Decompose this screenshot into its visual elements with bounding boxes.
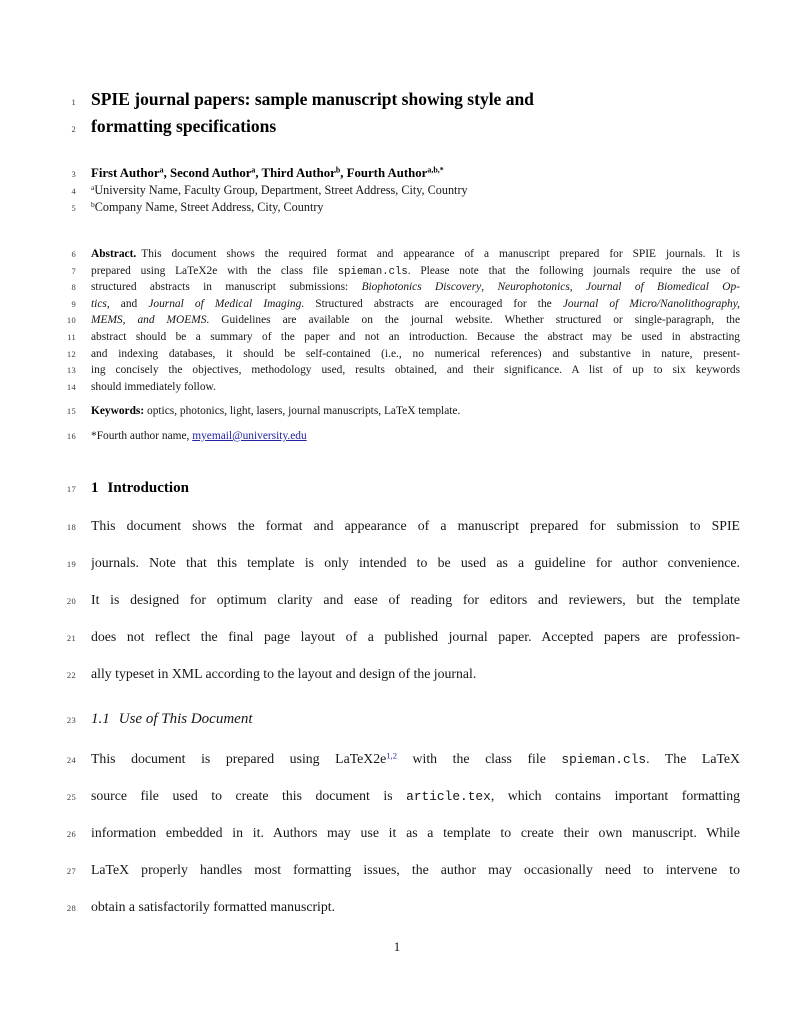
- doc-line: [0, 814, 794, 851]
- text-run: LaTeX properly handles most formatting issues, the author may occasionally need to intervene to: [91, 861, 740, 877]
- line-text: [91, 507, 740, 544]
- line-text: [91, 618, 740, 655]
- doc-line: [0, 279, 794, 296]
- doc-line: [0, 428, 794, 445]
- text-run: , which contains important formatting: [490, 787, 740, 803]
- line-number: 23: [66, 714, 76, 725]
- doc-line: [0, 362, 794, 379]
- line-number: 4: [71, 186, 76, 196]
- text-run: Journal of Micro/Nanolithography,: [562, 297, 740, 310]
- line-text: [91, 428, 740, 445]
- doc-line: [0, 164, 794, 182]
- doc-line: [0, 86, 794, 113]
- text-run: This document shows the format and appearance of a manuscript prepared for submission to SPIE: [91, 517, 740, 533]
- doc-line: [0, 618, 794, 655]
- line-text: [91, 655, 740, 692]
- doc-line: [0, 263, 794, 280]
- doc-line: [0, 477, 794, 499]
- doc-line: [0, 777, 794, 814]
- line-number: 14: [66, 381, 76, 392]
- author-line: [0, 164, 794, 182]
- line-number: 6: [71, 249, 76, 259]
- text-run: , Third Author: [255, 166, 336, 180]
- line-text: [91, 329, 740, 346]
- text-run: First Author: [91, 166, 160, 180]
- line-text: [91, 263, 740, 281]
- line-number: 17: [66, 483, 76, 494]
- line-number: 20: [66, 595, 76, 606]
- doc-line: [0, 296, 794, 313]
- line-text: [91, 403, 740, 420]
- text-run: Keywords:: [91, 405, 145, 418]
- line-number: 18: [66, 521, 76, 532]
- line-number: 21: [66, 632, 76, 643]
- doc-line: [0, 888, 794, 925]
- doc-line: [0, 851, 794, 888]
- line-text: [91, 740, 740, 778]
- doc-line: [0, 507, 794, 544]
- text-run: b: [91, 199, 95, 209]
- abstract: [0, 246, 794, 395]
- text-run: ally typeset in XML according to the layout and design of the journal.: [91, 665, 477, 681]
- text-run: formatting specifications: [91, 116, 277, 136]
- line-number: 12: [66, 348, 76, 359]
- line-number: 5: [71, 203, 76, 213]
- line-text: [91, 279, 740, 296]
- text-run: This document is prepared using LaTeX2e: [91, 750, 387, 766]
- line-text: [91, 888, 740, 925]
- text-run: *Fourth author name,: [91, 429, 193, 442]
- text-run: optics, photonics, light, lasers, journal manuscripts, LaTeX template.: [144, 405, 461, 418]
- paper-title: [0, 86, 794, 140]
- text-run: MEMS, and MOEMS: [91, 314, 207, 327]
- line-number: 16: [66, 430, 76, 441]
- intro-paragraph: [0, 507, 794, 692]
- text-run: , Second Author: [163, 166, 252, 180]
- line-number: 28: [66, 902, 76, 913]
- doc-line: [0, 581, 794, 618]
- doc-line: [0, 312, 794, 329]
- text-run: a: [91, 182, 95, 192]
- text-run: ,: [481, 281, 498, 294]
- doc-line: [0, 379, 794, 396]
- line-text: [91, 777, 740, 815]
- text-run: Journal of Medical Imaging: [148, 297, 302, 310]
- manuscript-content: [0, 86, 794, 925]
- text-run: ,: [569, 281, 587, 294]
- line-text: [91, 851, 740, 888]
- doc-line: [0, 655, 794, 692]
- text-run: 1: [91, 479, 99, 496]
- text-run: Neurophotonics: [497, 281, 570, 294]
- text-run: , and: [106, 297, 149, 310]
- line-number: 10: [66, 315, 76, 326]
- text-run: spieman.cls: [561, 751, 647, 767]
- doc-line: [0, 740, 794, 777]
- text-run: structured abstracts in manuscript submissions:: [91, 281, 362, 294]
- line-text: [91, 708, 740, 730]
- line-number: 24: [66, 754, 76, 765]
- text-run: . Structured abstracts are encouraged for the: [301, 297, 563, 310]
- line-number: 9: [71, 298, 76, 309]
- doc-line: [0, 113, 794, 140]
- line-text: [91, 544, 740, 581]
- doc-line: [0, 708, 794, 730]
- section-heading-introduction: [0, 477, 794, 499]
- text-run: SPIE journal papers: sample manuscript showing style and: [91, 89, 534, 109]
- text-run: does not reflect the final page layout of a published journal paper. Accepted papers are profession-: [91, 628, 740, 644]
- text-run: spieman.cls: [337, 265, 408, 278]
- line-text: [91, 346, 740, 363]
- line-number: 13: [66, 365, 76, 376]
- text-run: Introduction: [107, 479, 189, 496]
- line-number: 26: [66, 828, 76, 839]
- text-run: article.tex: [406, 788, 491, 804]
- citation-ref[interactable]: 1,2: [386, 749, 397, 760]
- text-run: . Please note that the following journals require the use of: [407, 264, 740, 277]
- text-run: . The LaTeX: [646, 750, 740, 766]
- use-paragraph: [0, 740, 794, 925]
- line-text: [91, 312, 740, 329]
- line-number: 2: [71, 124, 76, 134]
- text-run: information embedded in it. Authors may use it as a template to create their own manuscript. While: [91, 824, 740, 840]
- text-run: b: [335, 165, 341, 175]
- line-text: [91, 164, 740, 182]
- line-number: 19: [66, 558, 76, 569]
- corresponding-author: [0, 428, 794, 445]
- text-run: journals. Note that this template is only intended to be used as a guideline for author convenience.: [91, 554, 740, 570]
- doc-line: [0, 246, 794, 263]
- line-text: [91, 199, 740, 216]
- line-number: 22: [66, 669, 76, 680]
- text-run: 1.1: [91, 710, 110, 727]
- text-run: abstract should be a summary of the paper and not an introduction. Because the abstract may be used in abstracting: [91, 330, 740, 343]
- doc-line: [0, 199, 794, 216]
- text-run: prepared using LaTeX2e with the class file: [91, 264, 338, 277]
- email-link[interactable]: myemail@university.edu: [192, 429, 307, 442]
- line-text: [91, 113, 740, 140]
- text-run: ing concisely the objectives, methodology used, results obtained, and their significance. A list of up to six keywords: [91, 364, 740, 377]
- line-number: 27: [66, 865, 76, 876]
- line-text: [91, 362, 740, 379]
- line-text: [91, 379, 740, 396]
- line-number: 11: [67, 331, 76, 342]
- text-run: with the class file: [396, 750, 562, 766]
- doc-line: [0, 403, 794, 420]
- doc-line: [0, 329, 794, 346]
- text-run: , Fourth Author: [340, 166, 428, 180]
- line-text: [91, 581, 740, 618]
- text-run: This document shows the required format and appearance of a manuscript prepared for SPIE journals. It is: [141, 248, 740, 260]
- line-text: [91, 477, 740, 499]
- text-run: tics: [91, 297, 107, 310]
- doc-line: [0, 346, 794, 363]
- keywords: [0, 403, 794, 420]
- page-number: 1: [393, 938, 401, 954]
- text-run: obtain a satisfactorily formatted manuscript.: [91, 898, 336, 914]
- text-run: . Guidelines are available on the journal website. Whether structured or single-paragraph, the: [206, 314, 740, 327]
- line-number: 8: [71, 282, 76, 293]
- text-run: a,b,*: [427, 165, 444, 175]
- subsection-heading-use-of-this-document: [0, 708, 794, 730]
- text-run: Company Name, Street Address, City, Country: [94, 200, 324, 214]
- doc-line: [0, 544, 794, 581]
- text-run: Use of This Document: [118, 710, 253, 727]
- doc-line: [0, 182, 794, 199]
- line-text: [91, 246, 740, 263]
- text-run: a: [251, 165, 256, 175]
- text-run: Abstract.: [91, 248, 137, 260]
- line-text: [91, 86, 740, 113]
- line-number: 3: [71, 169, 76, 179]
- line-number: 15: [66, 406, 76, 417]
- affiliations: [0, 182, 794, 216]
- text-run: Journal of Biomedical Op-: [586, 281, 740, 294]
- text-run: University Name, Faculty Group, Department, Street Address, City, Country: [94, 183, 468, 197]
- text-run: should immediately follow.: [91, 380, 216, 393]
- line-text: [91, 296, 740, 313]
- text-run: source file used to create this document is: [91, 787, 407, 803]
- line-number: 7: [71, 265, 76, 276]
- text-run: a: [159, 165, 164, 175]
- line-number: 25: [66, 791, 76, 802]
- text-run: and indexing databases, it should be self-contained (i.e., no numerical references) and substantive in nature, present-: [91, 347, 740, 360]
- line-number: 1: [71, 97, 76, 107]
- line-text: [91, 182, 740, 199]
- line-text: [91, 814, 740, 851]
- text-run: Biophotonics Discovery: [361, 281, 482, 294]
- text-run: It is designed for optimum clarity and ease of reading for editors and reviewers, but the template: [91, 591, 740, 607]
